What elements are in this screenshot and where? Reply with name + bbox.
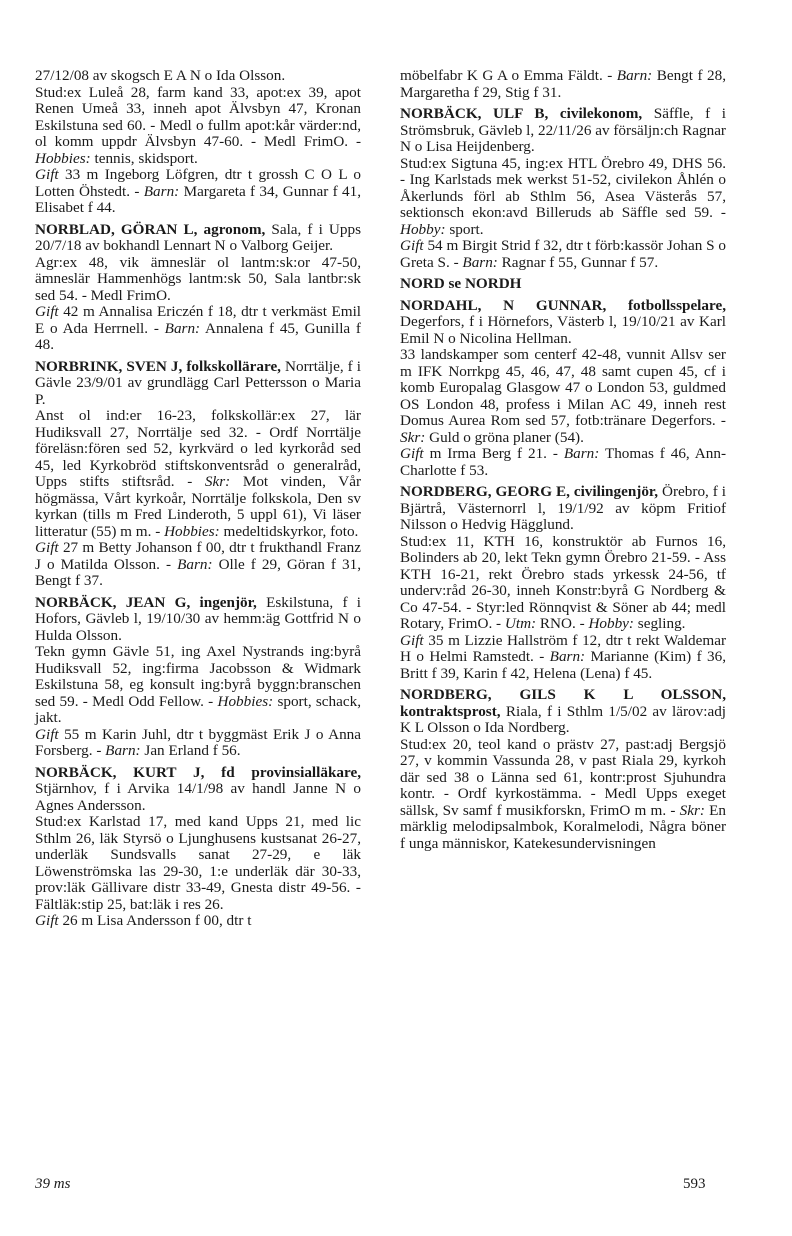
utm-label: Utm: [504,615,537,632]
gift-label: Gift [400,237,424,254]
barn-text: Bengt f 28, Margaretha f 29, Stig f 31. [400,67,726,101]
entry-intro: Örebro, f i Bjärtrå, Västernorrl l, 19/1/92 av köpm Fritiof Nilsson o Hedvig Hägglund. [400,483,726,533]
entry-name: NORDAHL, N GUNNAR, fotbollsspelare, [400,296,726,314]
skr-label: Skr: [204,473,231,490]
entry-paragraph: 27/12/08 av skogsch E A N o Ida Olsson. [35,67,286,84]
utm-text: RNO. - [539,615,585,632]
entry-paragraph [400,347,726,446]
footer-signature-mark: 39 ms [35,1176,71,1192]
entry-family [400,446,726,479]
entry-intro: Säffle, f i Strömsbruk, Gävleb l, 22/11/26 av försäljn:ch Ragnar N o Lisa Heijdenberg. [400,105,726,155]
skr-text: Mot vinden, Vår högmässa, Vårt kyrkoår, Norrtälje folkskola, Den sv kyrkan (tills m Fred Linderoth, 5 uppl 61), Vi läser litteratur (55) m m. - [35,473,361,540]
hobby-text: segling. [637,615,686,632]
entry-name: NORBRINK, SVEN J, folkskollärare, [35,357,281,375]
gift-label: Gift [400,631,424,649]
entry-paragraph: Agr:ex 48, vik ämneslär ol lantm:sk:or 47-50, ämneslär Hammenhögs lantm:sk 50, Sala lantbr:sk sed 54. - Medl FrimO. [35,253,361,304]
entry-paragraph [35,644,361,727]
entry-family [400,633,726,683]
entry-text: Stud:ex Luleå 28, farm kand 33, apot:ex 39, apot Renen Umeå 33, inneh apot Älvsbyn 47, Kronan Eskilstuna sed 60. - Medl o fullm apot:kår värder:nd, ol komm uppdr Älvsbyn 47-60. - Medl FrimO. [35,83,361,150]
gift-text: 42 m Annalisa Ericzén f 18, dtr t verkmäst Emil E o Ada Herrnell. - [35,303,362,337]
left-column [35,68,361,935]
entry-intro: Degerfors, f i Hörnefors, Västerb l, 19/10/21 av Karl Emil N o Nicolina Hellman. [400,313,726,347]
gift-text: 55 m Karin Juhl, dtr t byggmäst Erik J o Anna Forsberg. - [35,725,361,759]
gift-label: Gift [35,166,59,183]
gift-label: Gift [35,539,59,556]
barn-text: Annalena f 45, Gunilla f 48. [35,319,361,353]
page-number: 593 [683,1176,706,1192]
gift-text: 27 m Betty Johanson f 00, dtr t frukthandl Franz J o Matilda Olsson. - [35,539,361,573]
gift-text: 35 m Lizzie Hallström f 12, dtr t rekt Waldemar H o Helmi Ramstedt. - [400,631,726,665]
entry-heading [35,595,361,645]
entry-family [400,68,726,101]
entry-nordberg-georg [400,484,726,682]
gift-label: Gift [35,303,59,320]
entry-heading [35,359,361,409]
entry-text: möbelfabr K G A o Emma Fäldt. - [400,67,613,84]
entry-heading [400,276,726,293]
entry-nordahl [400,298,726,480]
entry-paragraph: Stud:ex Luleå 28, farm kand 33, apot:ex 39, apot Renen Umeå 33, inneh apot Älvsbyn 47, Kronan Eskilstuna sed 60. - Medl o fullm apot:kår värder:nd, ol komm uppdr Älvsbyn 47-60. - Medl FrimO. - Hobbies: tennis, skidsport. [35,83,361,167]
entry-paragraph: Stud:ex Karlstad 17, med kand Upps 21, med lic Sthlm 26, läk Styrsö o Ljunghusens kustsanat 26-27, underläk Sundsvalls sanat 27-29, e läk Löwenströmska las 29-30, 1:e underläk där 30-33, prov:läk Gällivare distr 33-49, Gnesta distr 49-56. - Fältläk:stip 25, bat:läk i res 26. [35,813,361,913]
entry-heading [35,222,361,255]
entry-family [35,913,361,930]
entry-family [35,540,361,590]
skr-label: Skr: [400,428,426,446]
right-column [400,68,726,857]
barn-text: Ragnar f 55, Gunnar f 57. [501,253,659,271]
entry-intro: Riala, f i Sthlm 1/5/02 av lärov:adj K L Olsson o Ida Nordberg. [400,702,727,736]
entry-continuation [400,68,726,101]
entry-text: 33 landskamper som centerf 42-48, vunnit Allsv ser m IFK Norrkpg 45, 46, 47, 48 samt cupen 45, cf i komb Europalag Glasgow 47 o London 53, guldmed OS London 48, profess i Milan AC 49, inneh rest Domus Aurea Rom sed 57, fotb:tränare Degerfors. - [400,346,726,429]
entry-heading [400,484,726,534]
gift-text: 33 m Ingeborg Löfgren, dtr t grossh C O L o Lotten Öhstedt. - [35,166,361,200]
entry-heading [400,298,726,348]
gift-text: 26 m Lisa Andersson f 00, dtr t [62,912,252,929]
entry-norblad [35,222,361,354]
entry-intro: Norrtälje, f i Gävle 23/9/01 av grundlägg Carl Pettersson o Maria P. [35,357,361,408]
barn-label: Barn: [563,445,600,462]
entry-family [35,727,361,760]
barn-label: Barn: [549,648,586,665]
entry-heading [400,106,726,156]
gift-label: Gift [400,445,424,462]
barn-text: Thomas f 46, Ann-Charlotte f 53. [400,445,727,479]
entry-paragraph [400,156,726,239]
hobbies-text: tennis, skidsport. [94,149,198,167]
entry-name: NORBÄCK, ULF B, civilekonom, [400,105,643,122]
hobby-label: Hobby: [400,220,446,238]
barn-text: Olle f 29, Göran f 31, Bengt f 37. [35,555,362,589]
skr-label: Skr: [679,801,705,819]
gift-label: Gift [35,912,59,929]
entry-family [35,167,361,217]
gift-label: Gift [35,725,59,743]
entry-continuation [35,68,361,217]
entry-name: NORBÄCK, KURT J, fd provinsialläkare, [35,763,361,781]
entry-name: NORBÄCK, JEAN G, ingenjör, [35,593,257,611]
barn-text: Margareta f 34, Gunnar f 41, Elisabet f 44. [35,182,362,216]
entry-text: Stud:ex Sigtuna 45, ing:ex HTL Örebro 49, DHS 56. - Ing Karlstads mek werkst 51-52, civilekon Åhlén o Åkerlunds förl ab Sthlm 56, Asea Västerås 57, sektionsch ekon:avd Billeruds ab Säffle sed 59. - [400,154,726,221]
hobbies-label: Hobbies: [35,149,91,167]
hobby-text: sport. [449,220,484,238]
entry-text: Anst ol ind:er 16-23, folkskollär:ex 27, lär Hudiksvall 27, Norrtälje sed 32. - Ordf Norrtälje föreläsn:fören sed 52, kyrkvärd o led kyrkoråd sed 45, led Kyrkobröd stiftskonventsråd o generalråd, Upps stifts stiftsråd. - [35,407,361,490]
entry-name: NORDBERG, GEORG E, civilingenjör, [400,483,659,500]
barn-text: Marianne (Kim) f 36, Britt f 39, Karin f 42, Helena (Lena) f 45. [400,648,727,682]
skr-text: Guld o gröna planer (54). [429,428,584,446]
entry-name: NORDBERG, GILS K L OLSSON, kontraktsprost, [400,686,726,720]
barn-label: Barn: [143,182,180,200]
entry-norback-jean [35,595,361,760]
barn-label: Barn: [164,319,201,337]
entry-text: Stud:ex 20, teol kand o prästv 27, past:adj Bergsjö 27, v kommin Vassunda 28, v past Riala 29, kyrkoh där sed 38 o Länna sed 61, kontr:prost Sjuhundra kontr. - Ordf kyrkostämma. - Medl Upps exeget sällsk, Sv samf f musikforskn, FrimO m m. - [400,735,726,819]
entry-norback-ulf [400,106,726,271]
entry-name: NORBLAD, GÖRAN L, agronom, [35,220,266,238]
skr-text: En märklig melodipsalmbok, Koralmelodi, Några böner f unga människor, Katekesundervisningen [400,801,727,852]
entry-paragraph [400,534,726,633]
entry-nordberg-gils [400,687,726,852]
entry-name: NORD se NORDH [400,275,522,292]
hobbies-text: sport, schack, jakt. [35,692,362,726]
entry-nord-crossref [400,276,726,293]
hobbies-text: medeltidskyrkor, foto. [223,522,359,540]
entry-paragraph [400,737,726,853]
hobby-label: Hobby: [588,615,634,632]
barn-label: Barn: [105,742,141,759]
gift-text: 54 m Birgit Strid f 32, dtr t förb:kassör Johan S o Greta S. - [400,237,726,271]
entry-text: Tekn gymn Gävle 51, ing Axel Nystrands ing:byrå Hudiksvall 52, ing:firma Jacobsson & Widmark Eskilstuna 58, eg konsult ing:byrå byggn:branschen sed 59. - Medl Odd Fellow. - [35,643,361,710]
hobbies-label: Hobbies: [217,692,274,710]
entry-family [400,238,726,271]
entry-norbrink [35,359,361,590]
entry-intro: Sala, f i Upps 20/7/18 av bokhandl Lennart N o Valborg Geijer. [35,220,361,254]
barn-label: Barn: [616,67,653,84]
entry-intro: Eskilstuna, f i Hofors, Gävleb l, 19/10/30 av hemm:äg Gottfrid N o Hulda Olsson. [35,593,362,644]
entry-family [35,304,361,354]
entry-text: Stud:ex 11, KTH 16, konstruktör ab Furnos 16, Bolinders ab 20, lekt Tekn gymn Örebro 21-59. - Ass KTH 16-21, rekt Örebro stads yrkessk 24-56, tf underv:råd 26-30, inneh Konstr:byrå G Nordberg & Co 47-54. - Styr:led Rönnqvist & Söner ab 44; medl Rotary, FrimO. - [400,532,726,632]
entry-paragraph [35,408,361,540]
barn-text: Jan Erland f 56. [144,742,241,759]
barn-label: Barn: [177,555,213,573]
entry-intro: Stjärnhov, f i Arvika 14/1/98 av handl Janne N o Agnes Andersson. [35,780,361,814]
entry-heading [400,687,726,737]
entry-heading [35,765,361,815]
barn-label: Barn: [462,253,498,271]
entry-norback-kurt [35,765,361,930]
gift-text: m Irma Berg f 21. - [429,445,558,462]
hobbies-label: Hobbies: [164,522,220,540]
